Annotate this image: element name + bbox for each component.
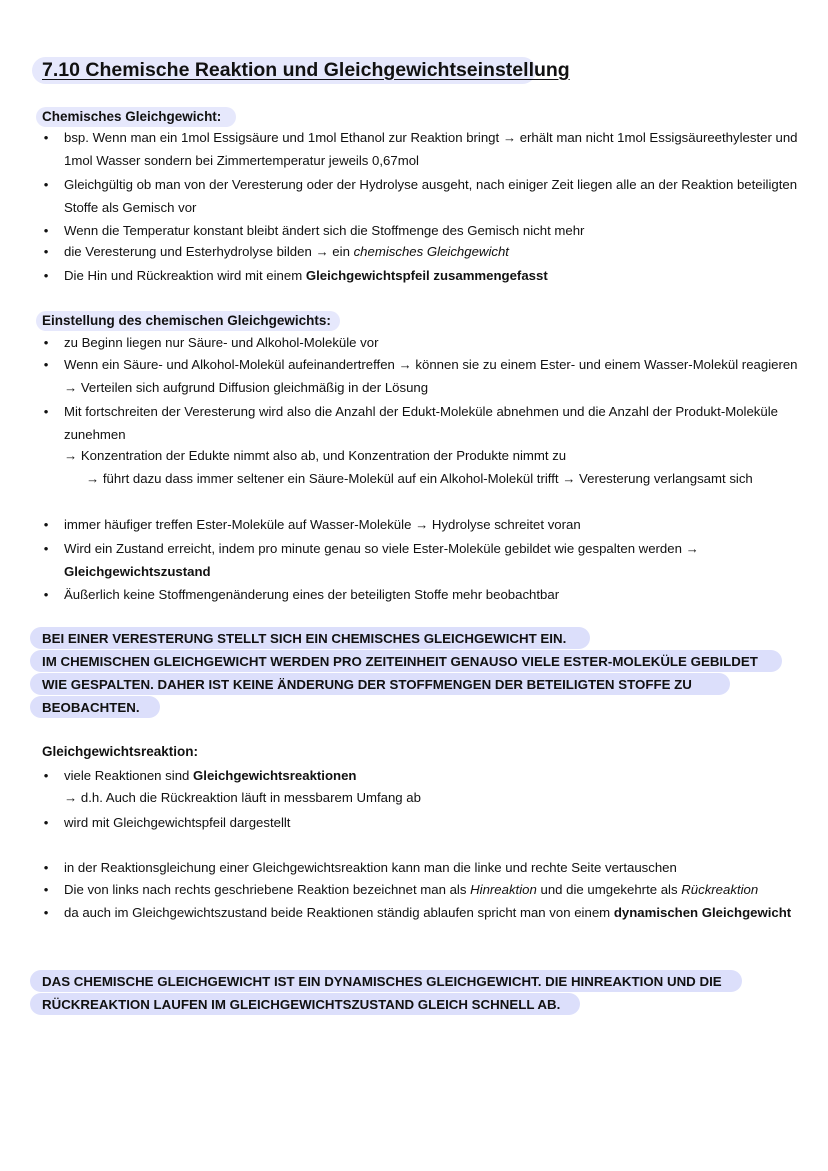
- bullet-icon: •: [43, 860, 49, 875]
- list-item: • Wenn ein Säure- und Alkohol-Molekül aufeinandertreffen → können sie zu einem Ester- und einem Wasser-Molekül reagieren → Verteilen sich aufgrund Diffusion gleichmäßig in der Lösung: [64, 353, 804, 399]
- list-item: • Die Hin und Rückreaktion wird mit einem Gleichgewichtspfeil zusammengefasst: [64, 264, 804, 287]
- arrow-icon: →: [86, 471, 100, 486]
- sub-point: → d.h. Auch die Rückreaktion läuft in messbarem Umfang ab: [64, 790, 421, 805]
- bullet-icon: •: [43, 768, 49, 783]
- list-item: • Wenn die Temperatur konstant bleibt ändert sich die Stoffmenge des Gemisch nicht mehr: [64, 219, 804, 242]
- bullet-icon: •: [43, 815, 49, 830]
- page-title: 7.10 Chemische Reaktion und Gleichgewichtseinstellung: [42, 59, 570, 81]
- section-heading-einstellung: Einstellung des chemischen Gleichgewichts:: [42, 313, 331, 328]
- bullet-icon: •: [43, 130, 49, 145]
- summary-line: IM CHEMISCHEN GLEICHGEWICHT WERDEN PRO ZEITEINHEIT GENAUSO VIELE ESTER-MOLEKÜLE GEBILDET: [42, 654, 758, 669]
- summary-line: BEOBACHTEN.: [42, 700, 140, 715]
- bullet-icon: •: [43, 244, 49, 259]
- bullet-icon: •: [43, 404, 49, 419]
- bullet-icon: •: [43, 587, 49, 602]
- bullet-icon: •: [43, 335, 49, 350]
- list-item: • viele Reaktionen sind Gleichgewichtsreaktionen: [64, 764, 804, 787]
- bullet-icon: •: [43, 905, 49, 920]
- list-item: • Äußerlich keine Stoffmengenänderung eines der beteiligten Stoffe mehr beobachtbar: [64, 583, 804, 606]
- bullet-icon: •: [43, 357, 49, 372]
- bullet-icon: •: [43, 541, 49, 556]
- list-item: • in der Reaktionsgleichung einer Gleichgewichtsreaktion kann man die linke und rechte Seite vertauschen: [64, 856, 804, 879]
- bullet-icon: •: [43, 223, 49, 238]
- list-item: • Mit fortschreiten der Veresterung wird also die Anzahl der Edukt-Moleküle abnehmen und die Anzahl der Produkt-Moleküle zunehmen: [64, 400, 804, 446]
- bullet-icon: •: [43, 268, 49, 283]
- arrow-icon: →: [64, 790, 78, 805]
- sub-sub-point: → führt dazu dass immer seltener ein Säure-Molekül auf ein Alkohol-Molekül trifft → Veresterung verlangsamt sich: [86, 471, 753, 486]
- list-item: • Gleichgültig ob man von der Veresterung oder der Hydrolyse ausgeht, nach einiger Zeit liegen alle an der Reaktion beteiligten Stoffe als Gemisch vor: [64, 173, 804, 219]
- list-item: • zu Beginn liegen nur Säure- und Alkohol-Moleküle vor: [64, 331, 804, 354]
- section-heading-chemisches-gleichgewicht: Chemisches Gleichgewicht:: [42, 109, 222, 124]
- list-item: • da auch im Gleichgewichtszustand beide Reaktionen ständig ablaufen spricht man von einem dynamischen Gleichgewicht: [64, 901, 804, 924]
- section-heading-gleichgewichtsreaktion: Gleichgewichtsreaktion:: [42, 744, 199, 759]
- list-item: • die Veresterung und Esterhydrolyse bilden → ein chemisches Gleichgewicht: [64, 240, 804, 263]
- bullet-icon: •: [43, 517, 49, 532]
- list-item: • bsp. Wenn man ein 1mol Essigsäure und 1mol Ethanol zur Reaktion bringt → erhält man nicht 1mol Essigsäureethylester und 1mol Wasser sondern bei Zimmertemperatur jeweils 0,67mol: [64, 126, 804, 172]
- sub-point: → Konzentration der Edukte nimmt also ab, und Konzentration der Produkte nimmt zu: [64, 448, 567, 463]
- arrow-icon: →: [64, 448, 78, 463]
- summary-line: DAS CHEMISCHE GLEICHGEWICHT IST EIN DYNAMISCHES GLEICHGEWICHT. DIE HINREAKTION UND DIE: [42, 974, 722, 989]
- summary-line: BEI EINER VERESTERUNG STELLT SICH EIN CHEMISCHES GLEICHGEWICHT EIN.: [42, 631, 567, 646]
- list-item: • Die von links nach rechts geschriebene Reaktion bezeichnet man als Hinreaktion und die umgekehrte als Rückreaktion: [64, 878, 824, 901]
- bullet-icon: •: [43, 177, 49, 192]
- list-item: • immer häufiger treffen Ester-Moleküle auf Wasser-Moleküle → Hydrolyse schreitet voran: [64, 513, 804, 536]
- list-item: • wird mit Gleichgewichtspfeil dargestellt: [64, 811, 804, 834]
- bullet-icon: •: [43, 882, 49, 897]
- list-item: • Wird ein Zustand erreicht, indem pro minute genau so viele Ester-Moleküle gebildet wie gespalten werden → Gleichgewichtszustand: [64, 537, 804, 583]
- summary-line: WIE GESPALTEN. DAHER IST KEINE ÄNDERUNG DER STOFFMENGEN DER BETEILIGTEN STOFFE ZU: [42, 677, 692, 692]
- summary-line: RÜCKREAKTION LAUFEN IM GLEICHGEWICHTSZUSTAND GLEICH SCHNELL AB.: [42, 997, 561, 1012]
